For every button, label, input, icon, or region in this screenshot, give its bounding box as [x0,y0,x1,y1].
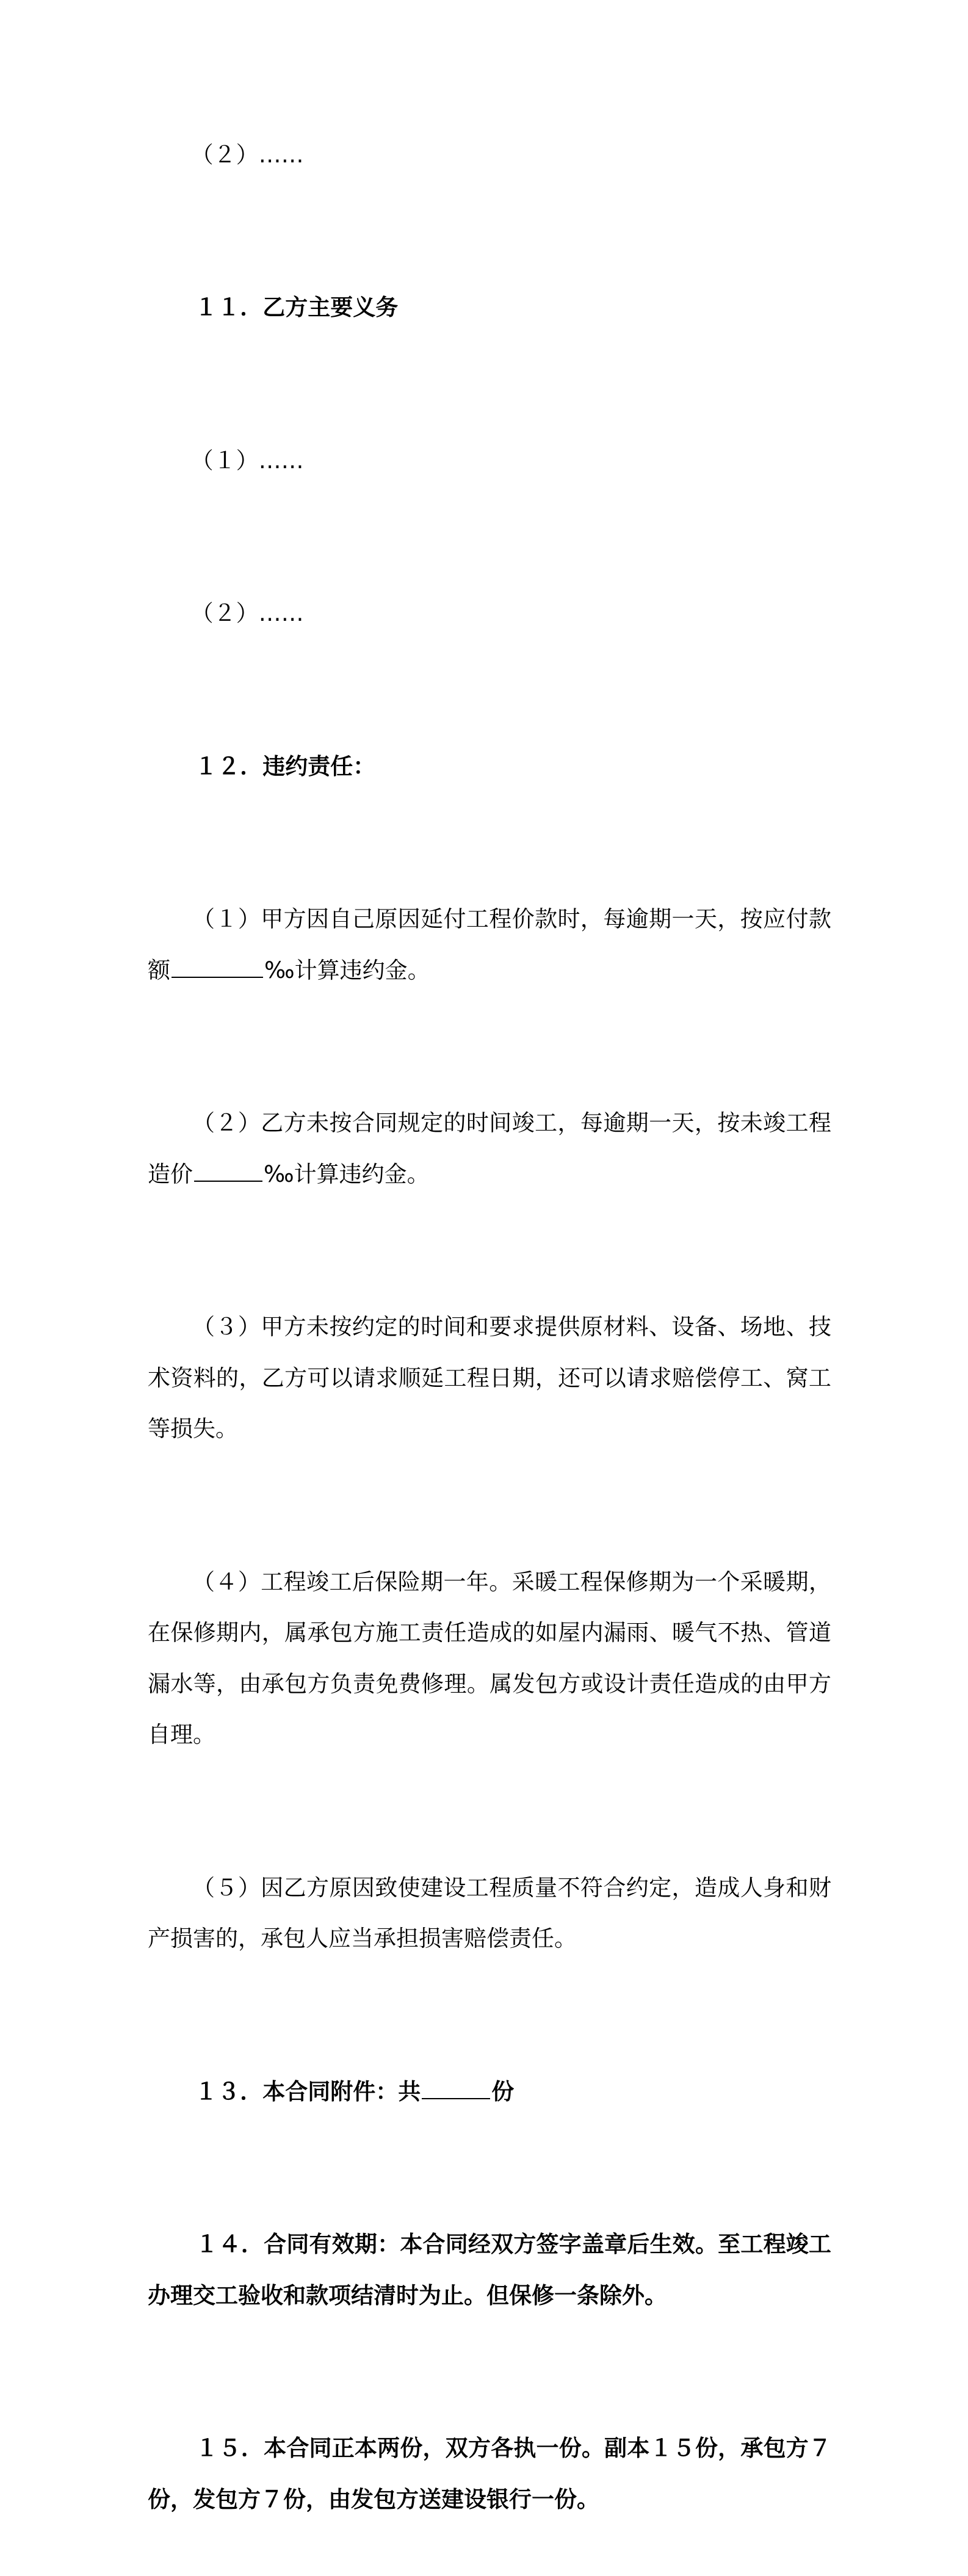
clause-12-3-text: （３）甲方未按约定的时间和要求提供原材料、设备、场地、技术资料的，乙方可以请求顺延工程日期，还可以请求赔偿停工、窝工等损失。 [148,1314,831,1442]
clause-12-5 [148,1811,831,2015]
item-2-placeholder [148,78,831,231]
section-12-text: １２．违约责任： [195,753,376,780]
item-1-text: （１）…… [190,447,304,474]
clause-12-1-after: ‰计算违约金。 [264,957,430,983]
section-13-after: 份 [491,2078,515,2105]
clause-12-2-after: ‰计算违约金。 [264,1160,430,1187]
item-2-text: （２）…… [190,141,304,168]
item-2b-placeholder [148,537,831,690]
section-14 [148,2168,831,2372]
section-13 [148,2015,831,2168]
section-14-text: １４．合同有效期：本合同经双方签字盖章后生效。至工程竣工办理交工验收和款项结清时为止。但保修一条除外。 [148,2231,831,2309]
clause-12-1 [148,843,831,1047]
section-12-heading [148,690,831,843]
item-1-placeholder [148,384,831,537]
document-body [148,78,831,2576]
clause-12-2-before: （２）乙方未按合同规定的时间竣工，每逾期一天，按未竣工程造价 [148,1110,831,1187]
section-11-text: １１．乙方主要义务 [195,294,399,320]
clause-12-2 [148,1047,831,1251]
clause-12-4 [148,1505,831,1811]
clause-12-4-text: （４）工程竣工后保险期一年。采暖工程保修期为一个采暖期，在保修期内，属承包方施工责任造成的如屋内漏雨、暖气不热、管道漏水等，由承包方负责免费修理。属发包方或设计责任造成的由甲方自理。 [148,1568,831,1748]
fill-in-blank-rate-1[interactable] [172,958,263,978]
clause-12-1-before: （１）甲方因自己原因延付工程价款时，每逾期一天，按应付款额 [148,906,831,983]
clause-12-5-text: （５）因乙方原因致使建设工程质量不符合约定，造成人身和财产损害的，承包人应当承担损害赔偿责任。 [148,1874,831,1952]
section-15 [148,2372,831,2576]
item-2b-text: （２）…… [190,600,304,626]
fill-in-blank-rate-2[interactable] [194,1162,262,1182]
section-13-before: １３．本合同附件：共 [195,2078,421,2105]
section-11-heading [148,231,831,385]
clause-12-3 [148,1251,831,1506]
section-15-text: １５．本合同正本两份，双方各执一份。副本１５份，承包方７份，发包方７份，由发包方送建设银行一份。 [148,2435,831,2513]
fill-in-blank-attachments[interactable] [422,2080,490,2099]
